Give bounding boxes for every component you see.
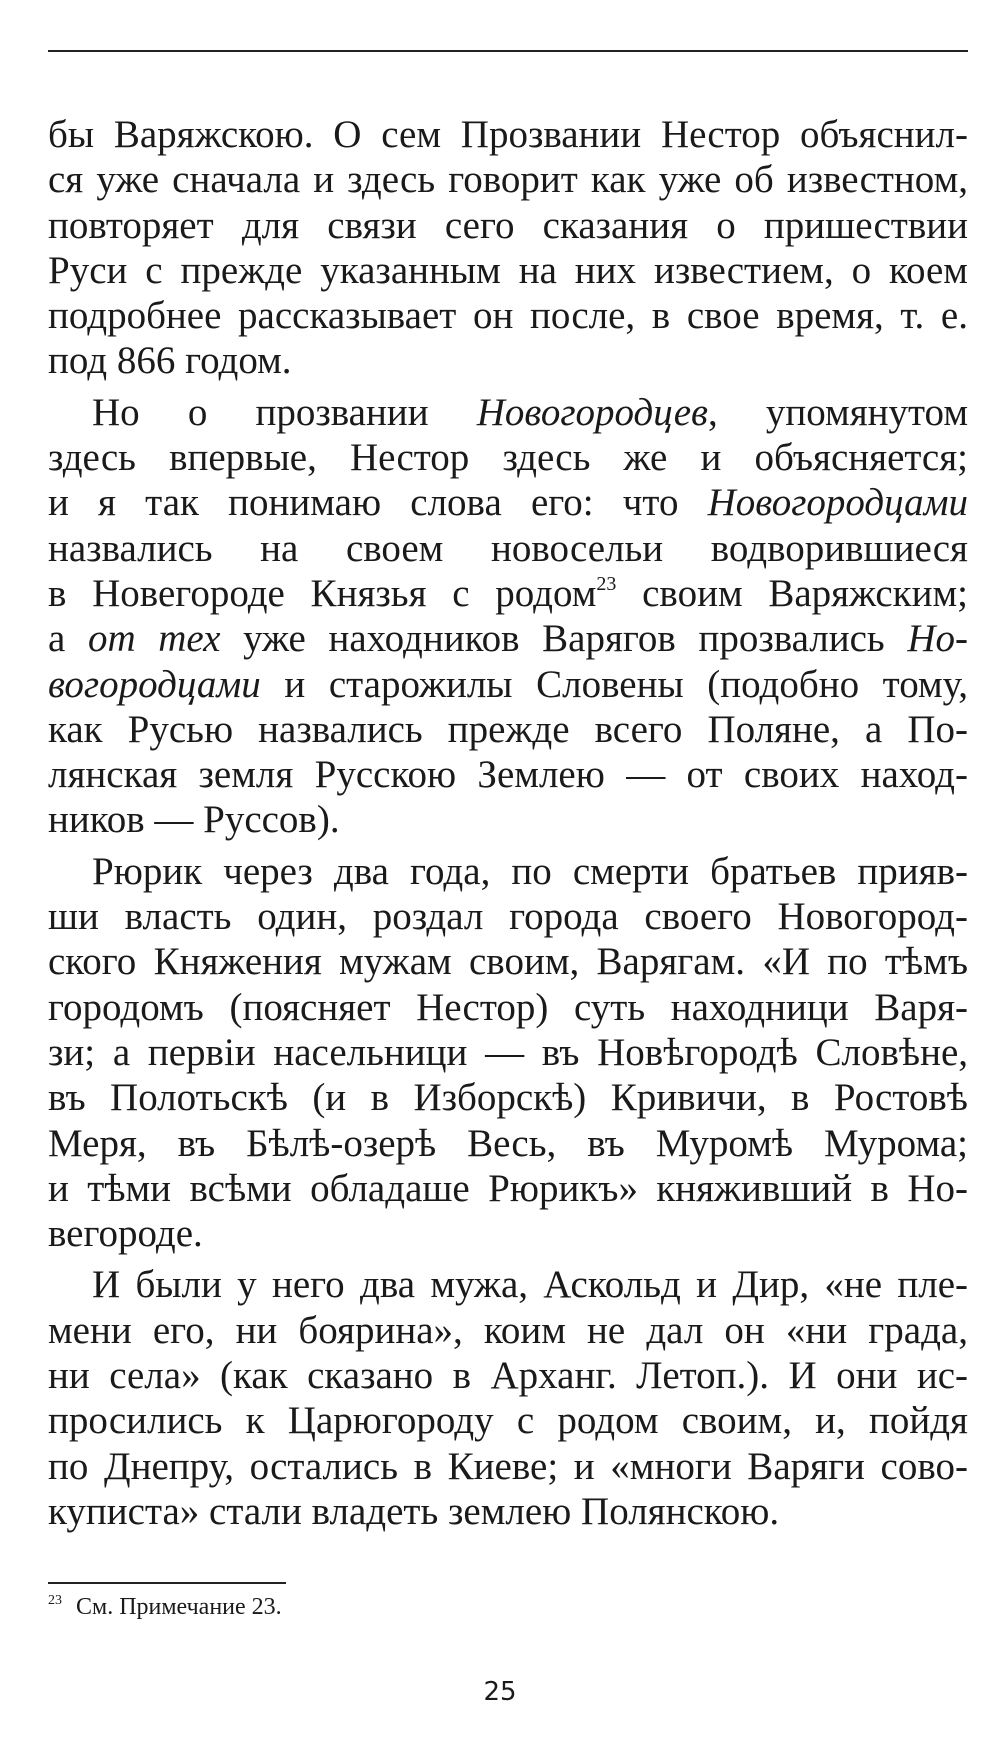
text-segment: Меря, въ Бѣлѣ-озерѣ Весь, въ Муромѣ Мурома;: [48, 1121, 968, 1165]
text-line: [48, 435, 968, 480]
text-segment: вегороде.: [48, 1212, 203, 1256]
text-line: [48, 248, 968, 293]
text-segment: назвались на своем новосельи водворившиеся: [48, 526, 968, 570]
italic-text: от тех: [87, 617, 221, 661]
text-segment: зи; а первiи насельници — въ Новѣгородѣ Словѣне,: [48, 1030, 968, 1074]
text-segment: лянская земля Русскою Землею — от своих наход-: [48, 753, 968, 797]
text-segment: и тѣми всѣми обладаше Рюрикъ» княживший в Но-: [48, 1166, 968, 1210]
text-segment: под 866 годом.: [48, 339, 292, 383]
text-segment: куписта» стали владеть землею Полянскою.: [48, 1489, 780, 1533]
paragraph: [48, 849, 968, 1257]
text-segment: И были у него два мужа, Аскольд и Дир, «не пле-: [92, 1263, 968, 1307]
text-line: [48, 480, 968, 525]
footnote-rule: [48, 1582, 286, 1584]
paragraph: [48, 1262, 968, 1534]
text-line: [48, 985, 968, 1030]
text-segment: здесь впервые, Нестор здесь же и объясняется;: [48, 436, 968, 480]
text-segment: ников — Руссов).: [48, 798, 340, 842]
text-line: [48, 1166, 968, 1211]
text-line: [48, 571, 968, 616]
text-segment: въ Полотьскѣ (и в Изборскѣ) Кривичи, в Ростовѣ: [48, 1076, 968, 1120]
footnote-text: См. Примечание 23.: [76, 1594, 282, 1620]
text-line: [48, 1444, 968, 1489]
text-segment: и я так понимаю слова его: что: [48, 481, 708, 525]
text-segment: , упомянутом: [708, 390, 968, 434]
text-segment: Руси с прежде указанным на них известием, о коем: [48, 248, 968, 292]
page-number: 25: [483, 1677, 517, 1707]
body-text: [48, 112, 968, 1534]
text-line: [48, 1121, 968, 1166]
text-line: [48, 849, 968, 894]
text-segment: ся уже сначала и здесь говорит как уже об известном,: [48, 158, 968, 202]
italic-text: Новогородцев: [476, 390, 708, 434]
text-line: [48, 293, 968, 338]
text-segment: своим Варяжским;: [616, 571, 968, 615]
text-line: [48, 1489, 968, 1534]
header-rule: [48, 50, 968, 52]
text-segment: просились к Царюгороду с родом своим, и, пойдя: [48, 1399, 968, 1443]
text-line: [48, 616, 968, 661]
text-segment: Но о прозвании: [92, 390, 477, 434]
text-segment: и старожилы Словены (подобно тому,: [260, 662, 968, 706]
text-line: [48, 203, 968, 248]
text-segment: как Русью назвались прежде всего Поляне, а По-: [48, 707, 968, 751]
text-line: [48, 526, 968, 571]
italic-text: вогородцами: [48, 662, 261, 706]
text-line: [48, 939, 968, 984]
text-segment: в Новегороде Князья с родом: [48, 571, 597, 615]
footnote-mark: 23: [48, 1593, 62, 1608]
footnote: [48, 1592, 282, 1622]
text-line: [48, 1353, 968, 1398]
text-line: [48, 338, 968, 383]
text-segment: ни села» (как сказано в Арханг. Летоп.). И они ис-: [48, 1354, 968, 1398]
text-segment: ши власть один, роздал города своего Новогород-: [48, 895, 968, 939]
text-line: [48, 157, 968, 202]
text-line: [48, 1398, 968, 1443]
text-segment: ского Княжения мужам своим, Варягам. «И по тѣмъ: [48, 940, 968, 984]
text-line: [48, 797, 968, 842]
text-line: [48, 1211, 968, 1256]
text-line: [48, 1262, 968, 1307]
text-segment: уже находников Варягов прозвались: [220, 617, 908, 661]
italic-text: Но-: [907, 617, 968, 661]
text-line: [48, 112, 968, 157]
text-line: [48, 707, 968, 752]
paragraph: [48, 390, 968, 843]
text-segment: бы Варяжскою. О сем Прозвании Нестор объяснил-: [48, 113, 968, 156]
text-segment: городомъ (поясняет Нестор) суть находници Варя-: [48, 985, 968, 1029]
text-line: [48, 894, 968, 939]
text-line: [48, 752, 968, 797]
text-segment: подробнее рассказывает он после, в свое время, т. е.: [48, 294, 968, 338]
text-line: [48, 390, 968, 435]
text-line: [48, 1308, 968, 1353]
text-line: [48, 1075, 968, 1120]
text-segment: Рюрик через два года, по смерти братьев прияв-: [92, 849, 968, 893]
text-line: [48, 1030, 968, 1075]
text-segment: по Днепру, остались в Киеве; и «многи Варяги сово-: [48, 1444, 968, 1488]
text-segment: повторяет для связи сего сказания о пришествии: [48, 203, 968, 247]
footnote-reference: 23: [596, 572, 617, 595]
text-segment: мени его, ни боярина», коим не дал он «ни града,: [48, 1308, 968, 1352]
italic-text: Новогородцами: [707, 481, 968, 525]
text-segment: а: [48, 617, 88, 661]
paragraph: [48, 112, 968, 384]
text-line: [48, 662, 968, 707]
